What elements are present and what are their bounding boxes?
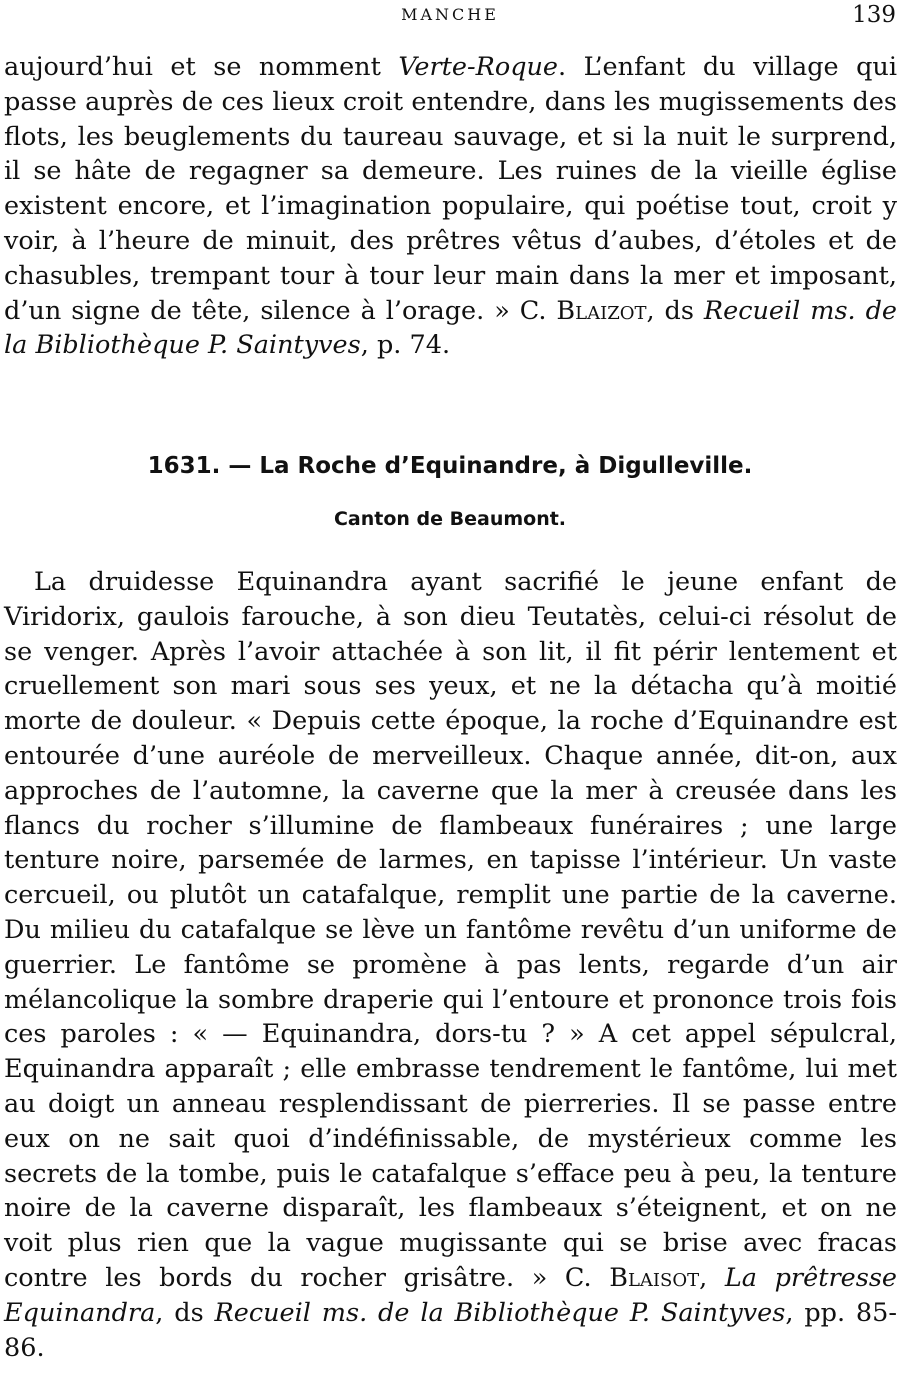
paragraph-text: , p. 74. <box>360 330 451 361</box>
work-title: La prêtresse Equinandra <box>4 1262 897 1328</box>
paragraph-text: , <box>699 1262 725 1293</box>
entry-canton: Canton de Beaumont. <box>333 508 567 530</box>
source-title: Recueil ms. de la Bibliothèque P. Saintyves <box>214 1297 786 1328</box>
paragraph-text: , ds <box>155 1297 215 1328</box>
running-title: MANCHE <box>401 5 499 24</box>
place-name: Verte-Roque <box>398 52 559 82</box>
entry-heading: 1631. — La Roche d’Equinandre, à Digulleville. <box>147 453 753 479</box>
page-number: 139 <box>852 2 896 28</box>
paragraph-text: La druidesse Equinandra ayant sacrifié le jeune enfant de Viridorix, gaulois farouche, à son dieu Teutatès, celui-ci résolut de se venger. Après l’avoir attachée à son lit, il fit périr lentement et cruellement son mari sous ses yeux, et ne la détacha qu’à moitié morte de douleur. « Depuis cette époque, la roche d’Equinandre est entourée d’une auréole de merveilleux. Chaque année, dit-on, aux approches de l’automne, la caverne que la mer à creusée dans les flancs du rocher s’illumine de flambeaux funéraires ; une large tenture noire, parsemée de larmes, en tapisse l’intérieur. Un vaste cercueil, ou plutôt un catafalque, remplit une partie de la caverne. Du milieu du catafalque se lève un fantôme revêtu d’un uniforme de guerrier. Le fantôme se promène à pas lents, regarde d’un air mélancolique la sombre draperie qui l’entoure et prononce trois fois ces paroles : « — Equinandra, dors-tu ? » A cet appel sépulcral, Equinandra apparaît ; elle embrasse tendrement le fantôme, lui met au doigt un anneau resplendissant de pierreries. Il se passe entre eux on ne sait quoi d’indéfinissable, de mystérieux comme les secrets de la tombe, puis le catafalque s’efface peu à peu, la tenture noire de la caverne disparaît, les flambeaux s’éteignent, et on ne voit plus rien que la vague mugissante qui se brise avec fracas contre les bords du rocher grisâtre. » C. <box>4 567 897 1293</box>
entry-paragraph <box>4 565 897 1365</box>
running-head <box>0 2 900 28</box>
author-name: Blaisot <box>609 1262 700 1293</box>
author-name: Blaizot <box>556 295 647 326</box>
source-title: Recueil ms. de la Bibliothèque P. Saintyves <box>4 295 898 361</box>
paragraph-text: , pp. 85-86. <box>4 1297 897 1363</box>
paragraph-text: aujourd’hui et se nomment <box>4 52 399 82</box>
paragraph-text: . L’enfant du village qui passe auprès de ces lieux croit entendre, dans les mugissements des flots, les beuglements du taureau sauvage, et si la nuit le surprend, il se hâte de regagner sa demeure. Les ruines de la vieille église existent encore, et l’imagination populaire, qui poétise tout, croit y voir, à l’heure de minuit, des prêtres vêtus d’aubes, d’étoles et de chasubles, trempant tour à tour leur main dans la mer et imposant, d’un signe de tête, silence à l’orage. » C. <box>4 52 898 326</box>
continued-paragraph <box>4 50 897 363</box>
paragraph-text: , ds <box>646 295 704 326</box>
